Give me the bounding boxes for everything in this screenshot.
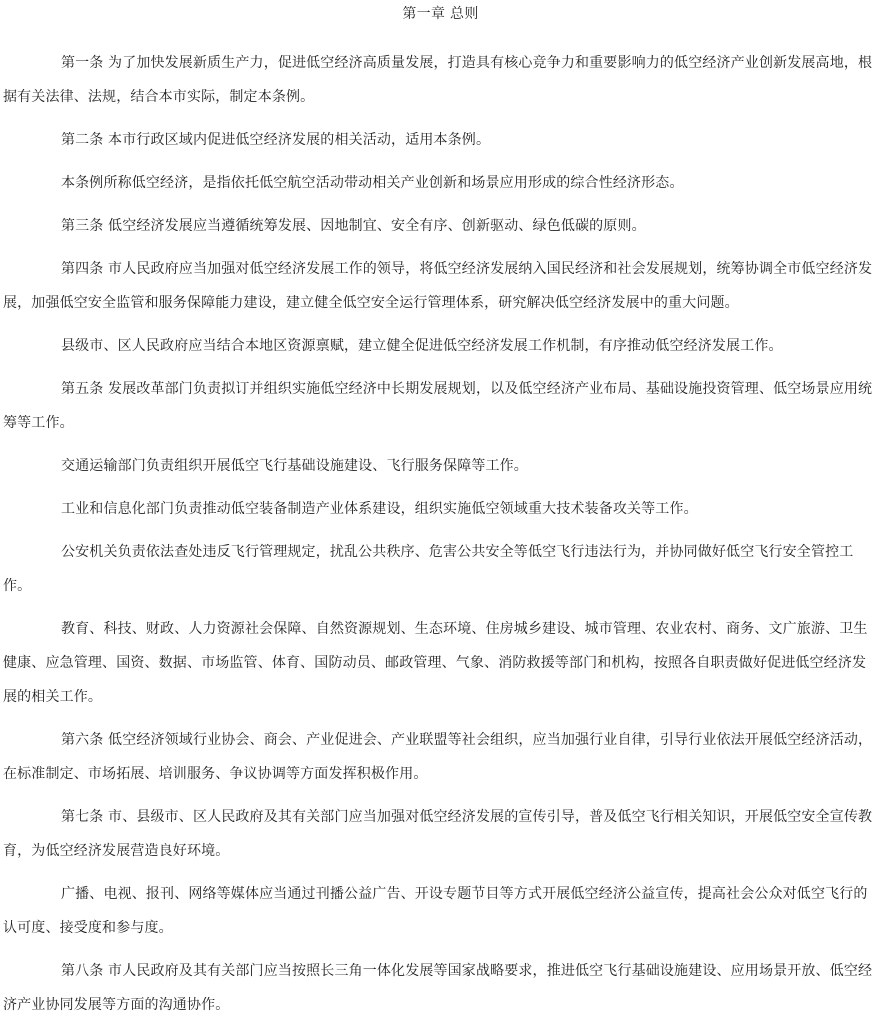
article-7: 第七条 市、县级市、区人民政府及其有关部门应当加强对低空经济发展的宣传引导，普及低空飞行相关知识，开展低空安全宣传教育，为低空经济发展营造良好环境。 (3, 809, 873, 859)
article-7-media: 广播、电视、报刊、网络等媒体应当通过刊播公益广告、开设专题节目等方式开展低空经济公益宣传，提高社会公众对低空飞行的认可度、接受度和参与度。 (3, 886, 868, 936)
article-5-police: 公安机关负责依法查处违反飞行管理规定，扰乱公共秩序、危害公共安全等低空飞行违法行为，并协同做好低空飞行安全管控工作。 (3, 544, 854, 594)
article-8: 第八条 市人民政府及其有关部门应当按照长三角一体化发展等国家战略要求，推进低空飞行基础设施建设、应用场景开放、低空经济产业协同发展等方面的沟通协作。 (3, 963, 873, 1013)
article-5-industry: 工业和信息化部门负责推动低空装备制造产业体系建设，组织实施低空领域重大技术装备攻关等工作。 (61, 501, 698, 517)
article-6: 第六条 低空经济领域行业协会、商会、产业促进会、产业联盟等社会组织，应当加强行业自律，引导行业依法开展低空经济活动，在标准制定、市场拓展、培训服务、争议协调等方面发挥积极作用。 (3, 732, 873, 782)
article-1: 第一条 为了加快发展新质生产力，促进低空经济高质量发展，打造具有核心竞争力和重要影响力的低空经济产业创新发展高地，根据有关法律、法规，结合本市实际，制定本条例。 (3, 55, 873, 105)
chapter-title: 第一章 总则 (402, 6, 479, 22)
article-4-county: 县级市、区人民政府应当结合本地区资源禀赋，建立健全促进低空经济发展工作机制，有序推动低空经济发展工作。 (61, 338, 783, 354)
article-4: 第四条 市人民政府应当加强对低空经济发展工作的领导，将低空经济发展纳入国民经济和社会发展规划，统筹协调全市低空经济发展，加强低空安全监管和服务保障能力建设，建立健全低空安全运行管理体系，研究解决低空经济发展中的重大问题。 (3, 261, 873, 311)
article-2-definition: 本条例所称低空经济，是指依托低空航空活动带动相关产业创新和场景应用形成的综合性经济形态。 (61, 175, 684, 191)
article-3: 第三条 低空经济发展应当遵循统筹发展、因地制宜、安全有序、创新驱动、绿色低碳的原则。 (61, 218, 646, 234)
article-2: 第二条 本市行政区域内促进低空经济发展的相关活动，适用本条例。 (61, 132, 491, 148)
article-5-transport: 交通运输部门负责组织开展低空飞行基础设施建设、飞行服务保障等工作。 (61, 458, 528, 474)
article-5-departments: 教育、科技、财政、人力资源社会保障、自然资源规划、生态环境、住房城乡建设、城市管理、农业农村、商务、文广旅游、卫生健康、应急管理、国资、数据、市场监管、体育、国防动员、邮政管理、气象、消防救援等部门和机构，按照各自职责做好促进低空经济发展的相关工作。 (3, 621, 868, 705)
document-page (0, 5, 881, 1013)
article-5: 第五条 发展改革部门负责拟订并组织实施低空经济中长期发展规划，以及低空经济产业布局、基础设施投资管理、低空场景应用统筹等工作。 (3, 381, 873, 431)
